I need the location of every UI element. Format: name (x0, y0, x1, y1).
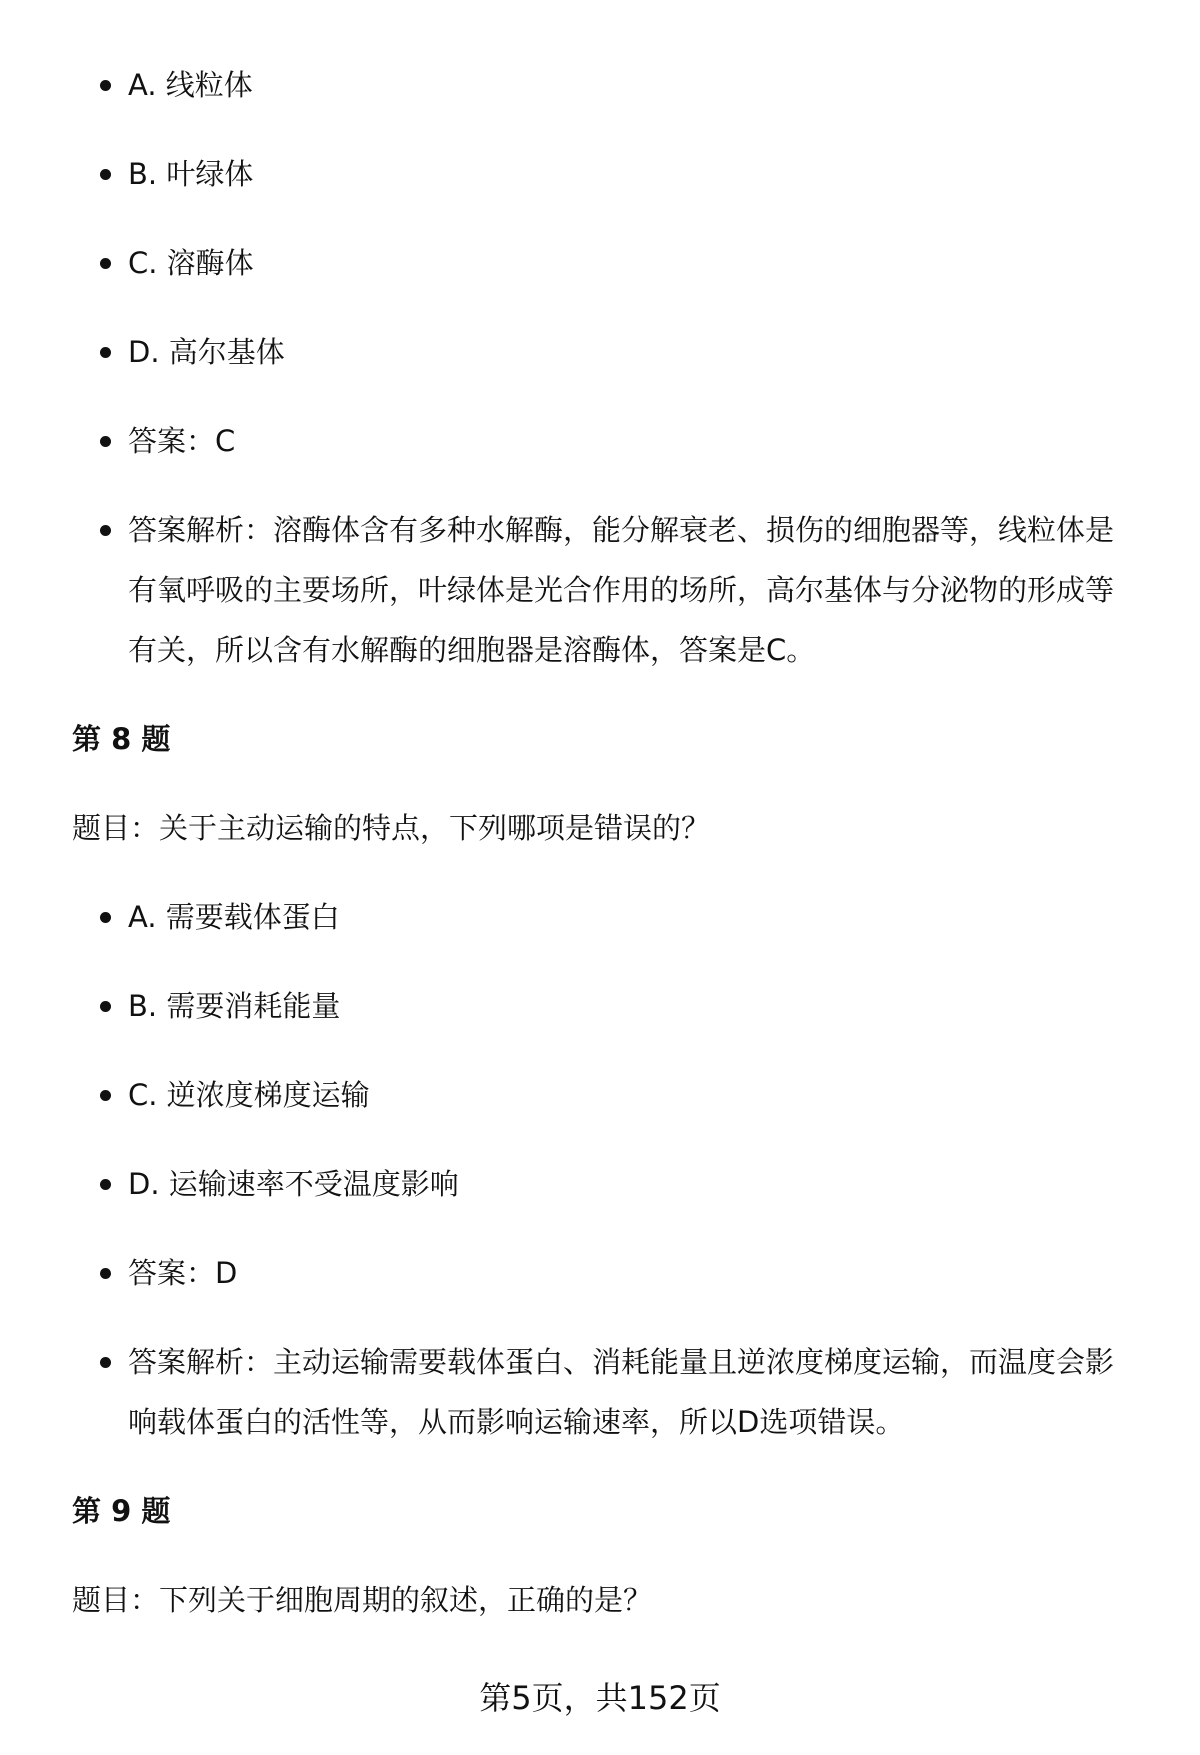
bullet-icon (100, 169, 111, 180)
q8-option-d: D. 运输速率不受温度影响 (72, 1154, 1142, 1214)
q8-title: 第 8 题 (72, 722, 171, 756)
bullet-icon (100, 1179, 111, 1190)
q7-option-a: A. 线粒体 (72, 55, 1142, 115)
q7-explanation: 答案解析：溶酶体含有多种水解酶，能分解衰老、损伤的细胞器等，线粒体是有氧呼吸的主要场所，叶绿体是光合作用的场所，高尔基体与分泌物的形成等有关，所以含有水解酶的细胞器是溶酶体，答案是C。 (72, 500, 1142, 680)
bullet-icon (100, 1357, 111, 1368)
bullet-icon (100, 912, 111, 923)
q9-title: 第 9 题 (72, 1494, 171, 1528)
q8-answer: 答案：D (72, 1243, 1142, 1303)
q7-option-c: C. 溶酶体 (72, 233, 1142, 293)
bullet-icon (100, 436, 111, 447)
page-indicator: 第5页，共152页 (479, 1679, 721, 1717)
q8-question: 题目：关于主动运输的特点，下列哪项是错误的？ (72, 811, 711, 845)
q8-option-list (72, 887, 1142, 1452)
bullet-icon (100, 80, 111, 91)
q7-option-list (72, 55, 1142, 680)
page-footer (0, 1668, 1200, 1728)
page-content (72, 55, 1142, 1659)
q9-question: 题目：下列关于细胞周期的叙述，正确的是？ (72, 1583, 653, 1617)
q7-answer: 答案：C (72, 411, 1142, 471)
bullet-icon (100, 1001, 111, 1012)
bullet-icon (100, 258, 111, 269)
q8-option-c: C. 逆浓度梯度运输 (72, 1065, 1142, 1125)
q7-option-d: D. 高尔基体 (72, 322, 1142, 382)
bullet-icon (100, 525, 111, 536)
q8-option-a: A. 需要载体蛋白 (72, 887, 1142, 947)
q8-explanation: 答案解析：主动运输需要载体蛋白、消耗能量且逆浓度梯度运输，而温度会影响载体蛋白的活性等，从而影响运输速率，所以D选项错误。 (72, 1332, 1142, 1452)
q8-option-b: B. 需要消耗能量 (72, 976, 1142, 1036)
bullet-icon (100, 1268, 111, 1279)
bullet-icon (100, 1090, 111, 1101)
q7-option-b: B. 叶绿体 (72, 144, 1142, 204)
bullet-icon (100, 347, 111, 358)
